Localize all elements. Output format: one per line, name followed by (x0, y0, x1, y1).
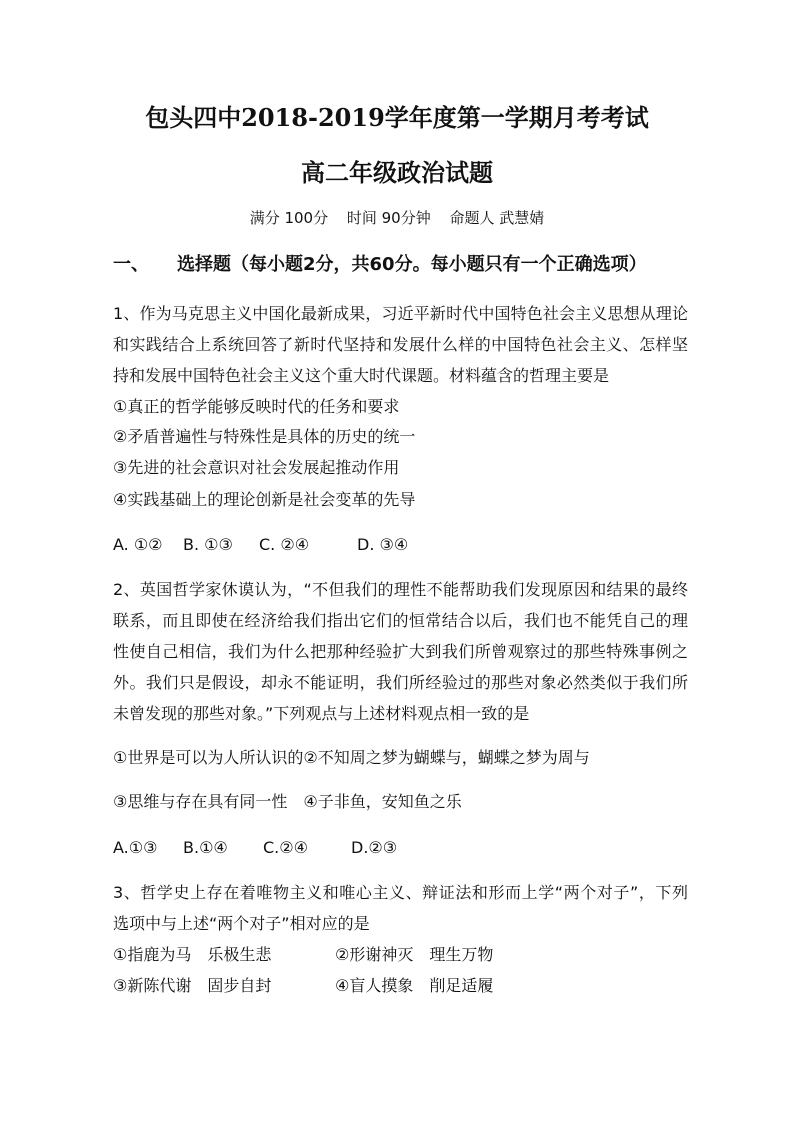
section-heading (113, 252, 647, 278)
q3-item: ①指鹿为马 乐极生悲 (113, 945, 272, 964)
q2-option-d: D.②③ (351, 838, 398, 857)
q1-option-d: D. ③④ (357, 535, 409, 554)
q3-item: ③新陈代谢 固步自封 (113, 976, 272, 995)
exam-author: 命题人 武慧婧 (449, 209, 545, 227)
exam-time: 时间 90分钟 (346, 209, 431, 227)
q1-stem-line: 和实践结合上系统回答了新时代坚持和发展什么样的中国特色社会主义、怎样坚 (113, 335, 688, 354)
q3-item: ②形谢神灭 理生万物 (335, 945, 494, 964)
q3-item: ④盲人摸象 削足适履 (335, 976, 494, 995)
q2-options (113, 836, 688, 860)
q2-stem-line: 2、英国哲学家休谟认为，“不但我们的理性不能帮助我们发现原因和结果的最终 (113, 580, 688, 599)
full-score: 满分 100分 (249, 209, 329, 227)
q1-option-b: B. ①③ (183, 535, 233, 554)
q1-stem-line: 1、作为马克思主义中国化最新成果，习近平新时代中国特色社会主义思想从理论 (113, 304, 688, 323)
q2-stem-line: 性使自己相信，我们为什么把那种经验扩大到我们所曾观察过的那些特殊事例之 (113, 642, 688, 661)
q1-item: ④实践基础上的理论创新是社会变革的先导 (113, 490, 416, 509)
q3-stem-line: 选项中与上述“两个对子”相对应的是 (113, 914, 370, 933)
q2-stem-line: 外。我们只是假设，却永不能证明，我们所经验过的那些对象必然类似于我们所 (113, 673, 688, 692)
exam-subtitle: 高二年级政治试题 (301, 158, 493, 187)
q3-items-row (113, 943, 688, 967)
q1-stem-line: 持和发展中国特色社会主义这个重大时代课题。材料蕴含的哲理主要是 (113, 366, 610, 385)
q2-item: ③思维与存在具有同一性 ④子非鱼，安知鱼之乐 (113, 792, 462, 811)
q1-item: ③先进的社会意识对社会发展起推动作用 (113, 458, 400, 477)
q2-option-c: C.②④ (263, 838, 308, 857)
q1-options (113, 533, 688, 557)
exam-title: 包头四中2018-2019学年度第一学期月考考试 (145, 103, 649, 132)
q2-option-a: A.①③ (113, 838, 158, 857)
q1-item: ②矛盾普遍性与特殊性是具体的历史的统一 (113, 427, 416, 446)
section-title: 选择题（每小题2分，共60分。每小题只有一个正确选项） (177, 254, 647, 275)
q1-option-a: A. ①② (113, 535, 163, 554)
exam-meta (0, 207, 794, 229)
q2-stem-line: 联系，而且即使在经济给我们指出它们的恒常结合以后，我们也不能凭自己的理 (113, 611, 688, 630)
q2-option-b: B.①④ (183, 838, 228, 857)
q3-items-row (113, 974, 688, 998)
q2-stem-line: 未曾发现的那些对象。”下列观点与上述材料观点相一致的是 (113, 704, 530, 723)
q3-stem-line: 3、哲学史上存在着唯物主义和唯心主义、辩证法和形而上学“两个对子”，下列 (113, 883, 688, 902)
q1-item: ①真正的哲学能够反映时代的任务和要求 (113, 397, 400, 416)
q2-item: ①世界是可以为人所认识的②不知周之梦为蝴蝶与，蝴蝶之梦为周与 (113, 748, 590, 767)
q1-option-c: C. ②④ (259, 535, 310, 554)
section-number: 一、 (113, 254, 149, 275)
